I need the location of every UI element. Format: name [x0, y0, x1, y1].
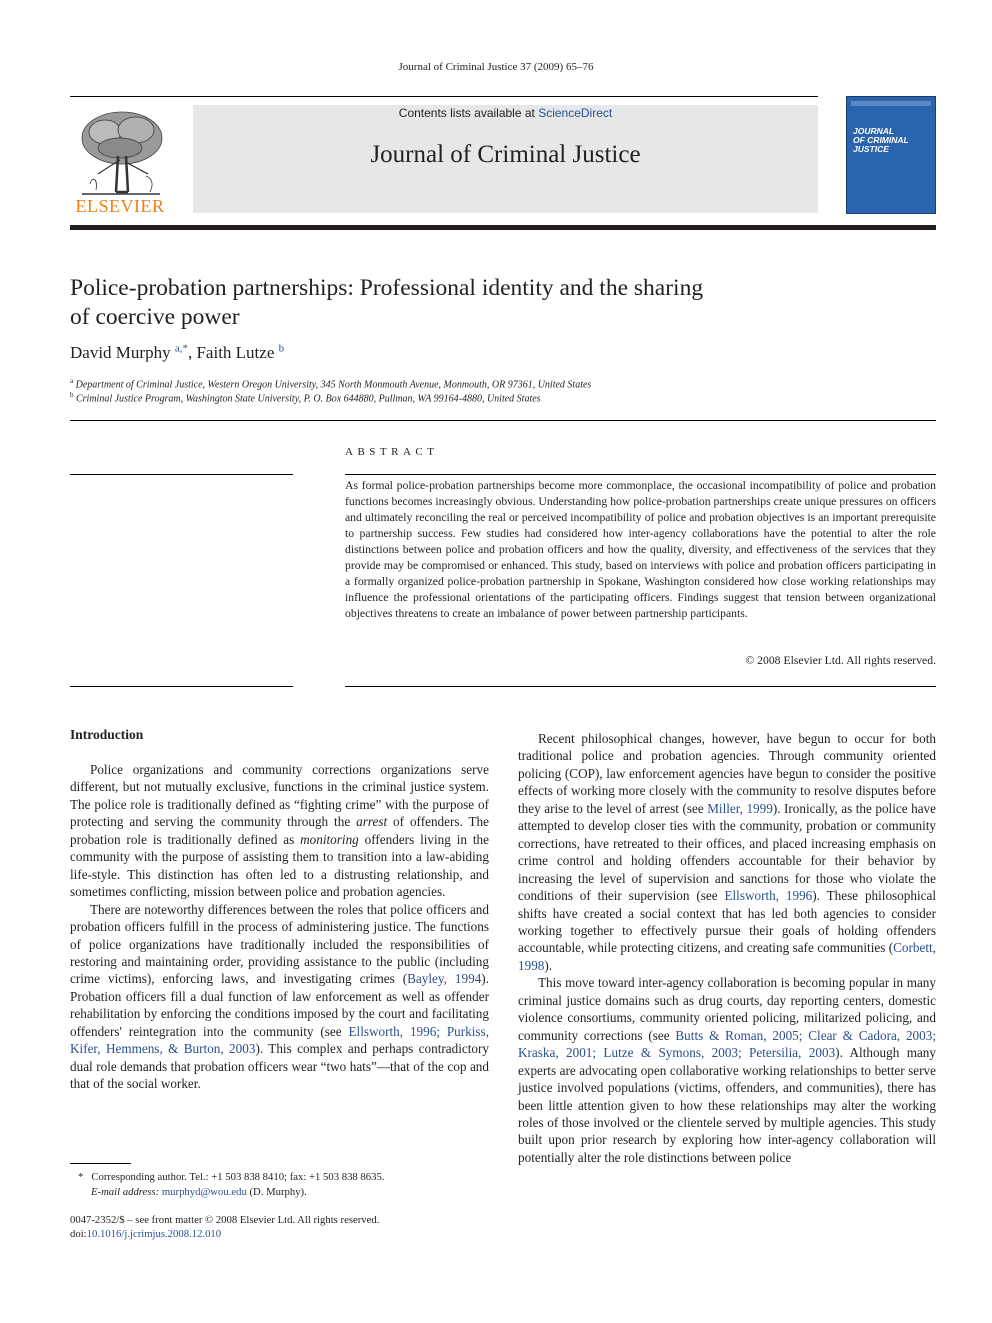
article-title	[70, 274, 830, 332]
author-name: Faith Lutze	[196, 343, 275, 362]
contents-prefix: Contents lists available at	[398, 106, 539, 120]
paragraph-text: of offenders. The probation role is traditionally defined as	[70, 814, 489, 847]
paragraph-text: ). Although many experts are advocating open collaborative working relationships to better serve justice involved populations (victims, offenders, and communities), there has been little attention given to how these relationships may alter the working roles of those involved or the clientele served by multiple agencies. This study built upon prior research by exploring how inter-agency collaboration will potentially alter the role distinctions between police	[518, 1045, 936, 1165]
cover-top-strip	[851, 101, 931, 106]
footnote-text: (D. Murphy).	[246, 1186, 307, 1198]
elsevier-logo[interactable]	[70, 104, 170, 216]
body-column-left	[70, 761, 489, 1093]
paragraph-text: offenders living in the community with the purpose of assisting them to transition into a law-abiding life-style. This distinction has often led to a distrusting relationship, and sometimes conflicting, mission between police and probation agencies.	[70, 831, 490, 900]
footnote-corresponding-author	[78, 1171, 384, 1183]
emphasis-text: arrest	[356, 814, 388, 830]
author-affiliation-link[interactable]: b	[278, 342, 285, 355]
affiliation-text: Criminal Justice Program, Washington State University, P. O. Box 644880, Pullman, WA 99164-4880, United States	[76, 393, 541, 405]
citation-link[interactable]: Bayley, 1994	[407, 971, 482, 987]
paragraph-text: ).	[544, 957, 553, 973]
body-paragraph	[518, 730, 936, 974]
affiliation-a	[70, 377, 591, 390]
article-info-top-rule	[70, 474, 293, 475]
affiliation-rule	[70, 420, 936, 421]
email-link[interactable]: murphyd@wou.edu	[161, 1186, 247, 1198]
abstract-heading: ABSTRACT	[345, 446, 439, 458]
paragraph-text: Police organizations and community corrections organizations serve different, but not mutually exclusive, functions in the criminal justice system. The police role is traditionally defined as “fighting crime” with the purpose of protecting and serving the community through the	[70, 762, 489, 830]
journal-citation: Journal of Criminal Justice 37 (2009) 65–76	[398, 61, 594, 73]
doi-label: doi:	[70, 1228, 87, 1240]
author-list	[70, 343, 284, 363]
cover-title-line: JOURNAL	[853, 126, 895, 136]
body-paragraph	[70, 901, 489, 1093]
journal-cover-thumbnail[interactable]	[846, 96, 936, 214]
affiliation-marker: a	[70, 377, 74, 385]
affiliation-text: Department of Criminal Justice, Western Oregon University, 345 North Monmouth Avenue, Monmouth, OR 97361, United States	[75, 379, 592, 391]
citation-link[interactable]: Ellsworth, 1996; Purkiss, Kifer, Hemmens, & Burton, 2003	[70, 1023, 489, 1057]
contents-availability	[193, 106, 818, 120]
footnote-marker: *	[78, 1171, 84, 1183]
author-affiliation-link[interactable]: a,*	[174, 342, 188, 355]
abstract-text: As formal police-probation partnerships become more commonplace, the occasional incompatibility of police and probation functions becomes increasingly obvious. Understanding how police-probation partnerships create unique pressures on officers and ultimately reconciling the real or perceived incompatibility of police and probation objectives is an important prerequisite to partnership success. Few studies had considered how inter-agency collaborations have the potential to alter the role distinctions between police and probation officers and how the quality, diversity, and effectiveness of the services that they provide may be compromised or enhanced. This study, based on interviews with police and probation officers participating in a formally organized police-probation partnership in Spokane, Washington considered how close working relationships may influence the professional orientations of the participating officers. Findings suggest that tension between organizational objectives threatens to create an imbalance of power between partnership participants.	[345, 479, 936, 620]
body-paragraph	[518, 974, 936, 1166]
paragraph-text: This move toward inter-agency collaboration is becoming popular in many criminal justice domains such as drug courts, day reporting centers, domestic violence consortiums, community oriented policing, militarized policing, and community corrections (see	[518, 975, 936, 1043]
affiliation-b	[70, 391, 541, 404]
doi-line	[70, 1228, 221, 1240]
journal-name: Journal of Criminal Justice	[370, 141, 641, 168]
paragraph-text: There are noteworthy differences between the roles that police officers and probation officers fulfill in the process of administering justice. The functions of police organizations have traditionally included the responsibilities of restoring and maintaining order, providing assistance to the public (including crime victims), enforcing laws, and investigating crimes (	[70, 901, 489, 987]
author-name: David Murphy	[70, 343, 171, 362]
author-separator: ,	[187, 343, 197, 362]
footnote-rule	[70, 1163, 131, 1164]
abstract-copyright: © 2008 Elsevier Ltd. All rights reserved.	[745, 654, 936, 667]
paragraph-text: Recent philosophical changes, however, have begun to occur for both traditional police and probation agencies. Through community oriented policing (COP), law enforcement agencies have begun to consider the positive effects of working more closely with the community to resolve disputes before they arise to the level of arrest (see	[518, 731, 936, 816]
doi-link[interactable]: 10.1016/j.jcrimjus.2008.12.010	[86, 1228, 222, 1240]
article-info-bottom-rule	[70, 686, 293, 687]
header-top-rule	[70, 96, 818, 97]
paragraph-text: ). These philosophical shifts have created a social context that has led both agencies to consider working together to effectively pursue their goals of holding offenders accountable, while protecting citizens, and creating safe communities (	[518, 888, 936, 956]
abstract-bottom-rule	[345, 686, 936, 687]
citation-link[interactable]: Ellsworth, 1996	[724, 888, 813, 904]
body-column-right	[518, 730, 936, 1166]
elsevier-wordmark: ELSEVIER	[75, 196, 165, 216]
abstract-top-rule	[345, 474, 936, 475]
paragraph-text: ). Probation officers fill a dual function of law enforcement as well as offender rehabilitation by enforcing the conditions imposed by the court and facilitating offenders' reintegration into the community (see	[70, 971, 489, 1039]
section-heading-introduction: Introduction	[70, 727, 144, 742]
citation-link[interactable]: Corbett, 1998	[518, 940, 936, 973]
affiliation-marker: b	[70, 391, 74, 399]
issn-line: 0047-2352/$ – see front matter © 2008 Elsevier Ltd. All rights reserved.	[70, 1214, 380, 1226]
sciencedirect-link[interactable]: ScienceDirect	[538, 106, 613, 120]
article-title-line: of coercive power	[70, 304, 240, 330]
footnote-text: Corresponding author. Tel.: +1 503 838 8410; fax: +1 503 838 8635.	[91, 1171, 385, 1183]
emphasis-text: monitoring	[300, 831, 359, 847]
citation-link[interactable]: Butts & Roman, 2005; Clear & Cadora, 2003; Kraska, 2001; Lutze & Symons, 2003; Petersilia, 2003	[518, 1027, 936, 1061]
footnote-email	[91, 1186, 307, 1198]
paragraph-text: ). Ironically, as the police have attempted to develop closer ties with the community, probation or community corrections, have retreated to their offices, and placed increasing emphasis on crime control and holding offenders accountable for their behavior by increasing the level of supervision and sanctions for those who violate the conditions of their supervision (see	[518, 800, 936, 904]
body-paragraph	[70, 761, 489, 901]
citation-link[interactable]: Miller, 1999	[707, 800, 773, 816]
cover-title	[853, 127, 933, 154]
cover-title-line: JUSTICE	[853, 144, 889, 154]
article-title-line: Police-probation partnerships: Professional identity and the sharing	[70, 275, 704, 301]
cover-title-line: OF CRIMINAL	[853, 135, 909, 145]
header-thick-rule	[70, 225, 936, 230]
footnote-label: E-mail address:	[91, 1186, 160, 1198]
paragraph-text: ). This complex and perhaps contradictory dual role demands that probation officers wear “two hats”—that of the cop and that of the social worker.	[70, 1041, 489, 1092]
